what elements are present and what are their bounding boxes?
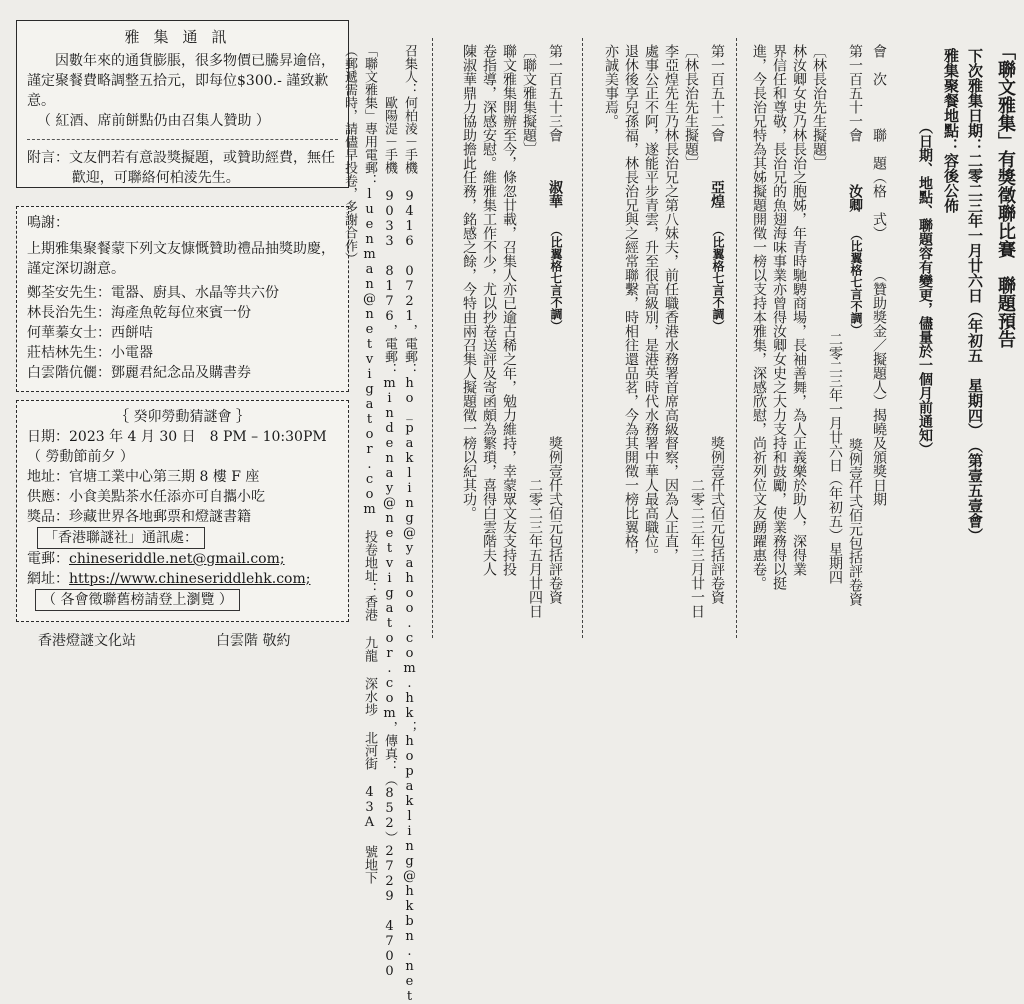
meeting-format: （比翼格七言不調）	[849, 228, 863, 336]
web-link[interactable]: https://www.chineseriddlehk.com;	[69, 571, 311, 587]
header-change-note: （日期、地點、聯題容有變更，儘量於一個月前通知）	[917, 120, 933, 456]
event-web	[27, 569, 338, 589]
footer-station: 香港燈謎文化站	[38, 633, 136, 649]
event-box	[16, 400, 349, 622]
divider	[582, 38, 583, 638]
meeting-body: 退休後享兒孫福，林長治兄與之經常聯繫，時相往還品茗，今為其開徵一榜比翼格，	[623, 44, 639, 562]
contact-line: 召集人：何柏淩－手機 9416 0721，電郵：ho_pakling@yahoo.com.hk；hopakling@hkbn.net	[402, 44, 417, 1004]
thanks-box	[16, 206, 349, 392]
notice-box	[16, 20, 349, 188]
event-date: 日期：2023 年 4 月 30 日 8 PM – 10:30PM	[27, 429, 327, 445]
email-label: 電郵：	[27, 551, 69, 567]
meeting-prize: 獎例壹仟弍佰元包括評卷資	[847, 438, 863, 606]
donor-item: 鄭荃安先生：電器、廚具、水晶等共六份	[27, 285, 279, 301]
donor-item: 莊桔林先生：小電器	[27, 345, 153, 361]
footer-sign: 白雲階 敬約	[216, 633, 291, 649]
contact-line: 「聯文雅集」專用電郵：luenman@netvigator.com 投卷地址：香港 九龍 深水埗 北河街 43A 號地下	[362, 44, 377, 884]
notice-paragraph: 因數年來的通貨膨脹，很多物價已騰昇逾倍，謹定聚餐費略調整五拾元，即每位$300.- 謹致歉意。	[27, 53, 335, 109]
meeting-body: 卷指導，深感安慰。維雅集工作不少，尤以抄卷送評及寄函頗為繁瑣，喜得白雲階夫人	[481, 44, 497, 576]
event-prizes: 獎品：珍藏世界各地郵票和燈謎書籍	[27, 509, 251, 525]
thanks-intro: 上期雅集聚餐蒙下列文友慷慨贊助禮品抽獎助慶，謹定深切謝意。	[27, 241, 335, 277]
meeting-body: 進，今長治兄特為其姊擬題開徵一榜以支持本雅集，深感欣慰，尚祈列位文友踴躍惠卷。	[751, 44, 767, 590]
divider	[736, 38, 737, 638]
event-date-note: （ 勞動節前夕 ）	[27, 449, 134, 465]
org-name: 「香港聯謎社」通訊處：	[37, 527, 205, 549]
meeting-number: 第一百五十二會	[709, 44, 725, 142]
meeting-number: 第一百五十一會	[847, 44, 863, 142]
meeting-date: 二零二三年一月廿六日（年初五）星期四	[827, 332, 843, 584]
notice-title: 雅集通訊	[124, 28, 241, 46]
meeting-body: 亦誠美事焉。	[603, 44, 619, 128]
divider	[432, 38, 433, 638]
notice-note: （ 紅酒、席前餅點仍由召集人贊助 ）	[37, 113, 270, 129]
meeting-number: 第一百五十三會	[547, 44, 563, 142]
header-venue: 雅集聚餐地點：容後公佈	[942, 48, 960, 213]
meeting-title: 汝卿	[847, 184, 863, 212]
meeting-setter: 〔林長治先生擬題〕	[683, 44, 699, 170]
meeting-body: 界信任和尊敬，長治兄的魚翅海味事業亦曾得汝卿女史之大力支持和鼓勵，使業務得以挺	[771, 44, 787, 590]
meeting-format: （比翼格七言不調）	[549, 224, 563, 332]
meeting-title: 淑華	[547, 180, 563, 208]
meeting-format: （比翼格七言不調）	[711, 224, 725, 332]
thanks-title: 鳴謝：	[27, 215, 69, 231]
meeting-body: 聯文雅集開辦至今，條忽廿載，召集人亦已逾古稀之年，勉力維持，幸蒙眾文友支持投	[501, 44, 517, 576]
donor-item: 何華蓁女士：西餅咭	[27, 325, 153, 341]
contact-line: 歐陽湜－手機 9033 8176，電郵：mindenay@netvigator.com，傳真：（852）2729 4700	[382, 44, 397, 979]
header-columns: 會 次 聯 題（格 式） （贊助獎金／擬題人）揭曉及頒獎日期	[871, 44, 887, 506]
meeting-setter: 〔聯文雅集擬題〕	[521, 44, 537, 156]
event-venue: 地址：官塘工業中心第三期 8 樓 F 座	[27, 469, 260, 485]
email-link[interactable]: chineseriddle.net@gmail.com;	[69, 551, 285, 567]
divider	[27, 139, 338, 140]
notice-appendix: 附言：文友們若有意設獎擬題，或贊助經費，無任歡迎，可聯絡何柏淩先生。	[27, 150, 335, 186]
meeting-prize: 獎例壹仟弍佰元包括評卷資	[709, 436, 725, 604]
meeting-setter: 〔林長治先生擬題〕	[811, 44, 827, 170]
event-org	[37, 527, 338, 549]
meeting-title: 亞煌	[709, 180, 725, 208]
meeting-body: 李亞煌先生乃林長治兄之第八妹夫，前任職香港水務署首席高級督察，因為人正直，	[663, 44, 679, 562]
header-title: 「聯文雅集」有獎徵聯比賽 聯題預告	[995, 42, 1016, 348]
web-note: （ 各會徵聯舊榜請登上瀏覽 ）	[35, 589, 240, 611]
header-next-date: 下次雅集日期：二零二三年一月廿六日（年初五 星期四） （第壹五壹會）	[966, 48, 984, 543]
donor-item: 林長治先生：海產魚乾每位來賓一份	[27, 305, 251, 321]
meeting-date: 二零二三年五月廿四日	[527, 478, 543, 618]
meeting-body: 陳淑華鼎力協助擔此任務，銘感之餘，今特由兩召集人擬題徵一榜以紀其功。	[461, 44, 477, 520]
event-title: ｛ 癸卯勞動猜謎會 ｝	[115, 409, 250, 425]
meeting-body: 處事公正不阿，遂能平步青雲，升至很高級別，是港英時代水務署中華人最高職位。	[643, 44, 659, 562]
meeting-date: 二零二三年三月廿一日	[689, 478, 705, 618]
donor-item: 白雲階伉儷：鄧麗君紀念品及購書券	[27, 365, 251, 381]
web-label: 網址：	[27, 571, 69, 587]
contact-line: （郵遞需時，請儘早投卷，多謝合作）	[342, 44, 357, 265]
event-email	[27, 549, 338, 569]
event-catering: 供應：小食美點茶水任添亦可自攜小吃	[27, 489, 265, 505]
meeting-prize: 獎例壹仟弍佰元包括評卷資	[547, 436, 563, 604]
meeting-body: 林汝卿女史乃林長治之胞姊，年青時馳騁商場，長袖善舞，為人正義樂於助人，深得業	[791, 44, 807, 576]
